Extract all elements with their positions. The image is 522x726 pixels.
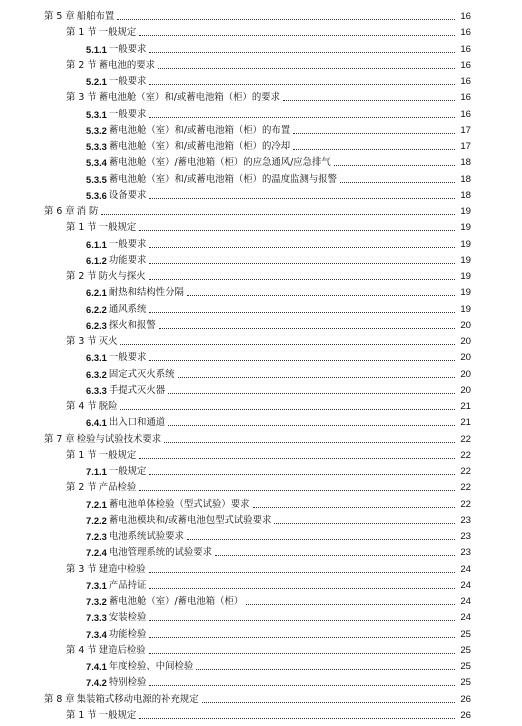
toc-entry-number: 7.2.4: [86, 547, 107, 559]
toc-entry-page: 19: [460, 303, 471, 315]
toc-entry-number: 第 3 节: [66, 336, 97, 347]
toc-leader-dots: [159, 328, 455, 329]
toc-entry-page: 22: [460, 482, 471, 494]
toc-entry[interactable]: [86, 317, 471, 331]
toc-entry-number: 5.3.5: [86, 173, 107, 185]
toc-leader-dots: [139, 230, 455, 231]
toc-entry-page: 18: [460, 189, 471, 201]
toc-entry[interactable]: [86, 382, 471, 396]
toc-entry-number: 第 1 节: [66, 449, 97, 461]
toc-entry-title: 船舶布置: [76, 11, 115, 22]
toc-entry[interactable]: [86, 463, 471, 477]
toc-entry-page: 22: [460, 498, 471, 510]
toc-leader-dots: [149, 572, 455, 573]
toc-entry-number: 5.3.1: [86, 108, 107, 120]
toc-entry-title: 功能要求: [108, 254, 147, 266]
toc-entry-number: 6.2.2: [86, 303, 107, 315]
toc-entry[interactable]: [86, 122, 471, 136]
toc-entry[interactable]: [86, 496, 471, 510]
toc-entry-page: 17: [460, 124, 471, 136]
toc-entry-number: 第 2 节: [66, 482, 97, 494]
toc-entry[interactable]: [44, 431, 471, 445]
toc-entry-title: 检验与试验技术要求: [76, 433, 162, 445]
toc-leader-dots: [253, 507, 456, 508]
toc-entry-number: 第 8 章: [44, 693, 75, 705]
toc-leader-dots: [164, 442, 455, 443]
toc-entry[interactable]: [86, 593, 471, 607]
toc-entry[interactable]: [44, 691, 471, 705]
toc-entry[interactable]: [86, 528, 471, 542]
toc-leader-dots: [139, 458, 455, 459]
toc-entry-title: 通风系统: [108, 303, 147, 315]
toc-entry-title: 产品检验: [98, 482, 137, 494]
toc-entry-title: 灭火: [98, 336, 118, 347]
toc-leader-dots: [149, 247, 455, 248]
toc-entry-title: 脱险: [98, 401, 118, 412]
toc-entry[interactable]: [86, 512, 471, 526]
toc-entry[interactable]: [86, 41, 471, 55]
toc-entry-number: 第 2 节: [66, 271, 97, 282]
toc-entry-page: 26: [460, 693, 471, 705]
toc-leader-dots: [202, 702, 455, 703]
toc-leader-dots: [139, 35, 455, 36]
toc-entry-page: 24: [460, 612, 471, 624]
toc-leader-dots: [215, 555, 455, 556]
toc-entry-number: 7.4.1: [86, 661, 107, 672]
toc-entry-page: 24: [460, 596, 471, 607]
toc-entry-title: 一般要求: [108, 352, 147, 364]
toc-entry-number: 7.4.2: [86, 677, 107, 689]
toc-entry[interactable]: [66, 398, 471, 412]
toc-entry-page: 20: [460, 336, 471, 347]
toc-entry-title: 年度检验、中间检验: [108, 661, 194, 672]
toc-entry[interactable]: [86, 674, 471, 688]
toc-entry-number: 第 4 节: [66, 644, 97, 656]
toc-entry[interactable]: [66, 24, 471, 38]
toc-entry-number: 7.2.1: [86, 498, 107, 510]
toc-entry[interactable]: [66, 333, 471, 347]
toc-entry-page: 16: [460, 76, 471, 87]
toc-entry-number: 5.3.2: [86, 124, 107, 136]
toc-entry[interactable]: [86, 154, 471, 168]
toc-entry[interactable]: [86, 171, 471, 185]
toc-entry-title: 一般规定: [98, 222, 137, 234]
toc-entry-page: 17: [460, 141, 471, 152]
toc-entry-title: 一般规定: [98, 449, 137, 461]
toc-entry-number: 6.3.3: [86, 384, 107, 396]
toc-entry-number: 第 1 节: [66, 27, 97, 39]
toc-entry-page: 26: [460, 709, 471, 721]
toc-entry-title: 耐热和结构性分隔: [108, 287, 184, 299]
toc-entry-page: 23: [460, 514, 471, 526]
toc-entry[interactable]: [86, 301, 471, 315]
toc-entry[interactable]: [66, 642, 471, 656]
toc-entry-page: 18: [460, 157, 471, 169]
toc-entry[interactable]: [86, 236, 471, 250]
toc-entry-title: 特别检验: [108, 677, 147, 689]
toc-entry[interactable]: [86, 187, 471, 201]
toc-entry-page: 22: [460, 449, 471, 461]
toc-entry[interactable]: [66, 561, 471, 575]
toc-entry-title: 电池系统试验要求: [108, 531, 184, 542]
toc-entry-page: 22: [460, 466, 471, 477]
toc-entry-number: 7.3.3: [86, 612, 107, 624]
toc-entry[interactable]: [66, 219, 471, 233]
toc-entry[interactable]: [86, 414, 471, 428]
toc-entry-title: 一般要求: [108, 76, 147, 87]
toc-entry-number: 6.2.1: [86, 287, 107, 299]
toc-entry-page: 20: [460, 368, 471, 380]
toc-leader-dots: [149, 637, 455, 638]
toc-leader-dots: [120, 409, 455, 410]
toc-entry-number: 6.3.1: [86, 352, 107, 364]
toc-entry[interactable]: [86, 138, 471, 152]
toc-entry-title: 一般要求: [108, 43, 147, 55]
toc-entry-title: 蓄电池舱（室）和/或蓄电池箱（柜）的要求: [98, 92, 280, 104]
toc-entry[interactable]: [86, 544, 471, 558]
toc-entry-title: 一般要求: [108, 108, 147, 120]
toc-entry[interactable]: [86, 284, 471, 298]
toc-leader-dots: [149, 52, 455, 53]
toc-entry[interactable]: [66, 268, 471, 282]
toc-leader-dots: [334, 165, 455, 166]
toc-entry[interactable]: [86, 626, 471, 640]
toc-entry-page: 16: [460, 27, 471, 39]
toc-entry-number: 7.2.3: [86, 531, 107, 542]
toc-leader-dots: [149, 653, 455, 654]
toc-leader-dots: [149, 198, 455, 199]
toc-entry-title: 固定式灭火系统: [108, 368, 175, 380]
toc-leader-dots: [293, 133, 455, 134]
toc-entry-title: 蓄电池舱（室）/蓄电池箱（柜）: [108, 596, 244, 607]
toc-leader-dots: [149, 685, 455, 686]
toc-entry-title: 一般要求: [108, 238, 147, 250]
toc-entry[interactable]: [86, 366, 471, 380]
toc-entry-page: 19: [460, 271, 471, 282]
toc-leader-dots: [158, 68, 455, 69]
toc-entry-number: 第 2 节: [66, 59, 97, 71]
toc-entry-title: 安装检验: [108, 612, 147, 624]
toc-entry-title: 手提式灭火器: [108, 384, 166, 396]
toc-leader-dots: [149, 312, 455, 313]
toc-entry[interactable]: [66, 57, 471, 71]
toc-entry-title: 蓄电池单体检验（型式试验）要求: [108, 498, 250, 510]
toc-entry-number: 7.3.2: [86, 596, 107, 607]
toc-entry[interactable]: [44, 8, 471, 22]
toc-entry-page: 24: [460, 563, 471, 575]
toc-leader-dots: [246, 604, 455, 605]
toc-leader-dots: [283, 100, 455, 101]
toc-leader-dots: [149, 84, 455, 85]
toc-entry-number: 7.2.2: [86, 514, 107, 526]
toc-entry-number: 第 3 节: [66, 563, 97, 575]
toc-leader-dots: [149, 360, 455, 361]
toc-entry-page: 22: [460, 433, 471, 445]
toc-entry-number: 6.2.3: [86, 319, 107, 331]
toc-entry-title: 蓄电池的要求: [98, 59, 155, 71]
toc-leader-dots: [187, 295, 455, 296]
toc-entry[interactable]: [86, 73, 471, 87]
toc-entry-number: 第 5 章: [44, 11, 75, 22]
toc-entry-page: 19: [460, 222, 471, 234]
toc-entry[interactable]: [66, 479, 471, 493]
toc-leader-dots: [187, 539, 455, 540]
toc-entry-number: 5.3.3: [86, 141, 107, 152]
toc-entry-number: 5.2.1: [86, 76, 107, 87]
toc-leader-dots: [196, 669, 455, 670]
toc-leader-dots: [149, 263, 455, 264]
toc-entry[interactable]: [86, 106, 471, 120]
toc-entry-title: 功能检验: [108, 628, 147, 640]
toc-entry-number: 6.1.2: [86, 254, 107, 266]
toc-leader-dots: [149, 117, 455, 118]
toc-entry-title: 蓄电池舱（室）/蓄电池箱（柜）的应急通风/应急排气: [108, 157, 331, 169]
toc-entry-title: 蓄电池舱（室）和/或蓄电池箱（柜）的布置: [108, 124, 291, 136]
toc-leader-dots: [117, 19, 455, 20]
toc-entry-title: 设备要求: [108, 189, 147, 201]
toc-entry-title: 蓄电池舱（室）和/或蓄电池箱（柜）的冷却: [108, 141, 291, 152]
toc-entry-page: 16: [460, 59, 471, 71]
toc-entry-title: 一般规定: [108, 466, 147, 477]
toc-entry-title: 出入口和通道: [108, 417, 166, 429]
toc-entry-number: 第 1 节: [66, 222, 97, 234]
toc-entry[interactable]: [66, 89, 471, 103]
toc-entry-number: 6.4.1: [86, 417, 107, 429]
toc-entry-page: 19: [460, 254, 471, 266]
toc-entry-title: 蓄电池模块和/或蓄电池包型式试验要求: [108, 514, 272, 526]
toc-entry-page: 21: [460, 417, 471, 429]
toc-entry-title: 建造中检验: [98, 563, 146, 575]
toc-leader-dots: [168, 425, 455, 426]
toc-entry-page: 20: [460, 384, 471, 396]
toc-entry[interactable]: [86, 658, 471, 672]
toc-entry-number: 7.3.4: [86, 628, 107, 640]
toc-entry-title: 一般规定: [98, 709, 137, 721]
toc-entry-number: 7.3.1: [86, 579, 107, 591]
toc-leader-dots: [149, 620, 455, 621]
toc-entry[interactable]: [86, 349, 471, 363]
toc-entry-page: 25: [460, 644, 471, 656]
toc-entry-page: 24: [460, 579, 471, 591]
toc-leader-dots: [101, 214, 455, 215]
toc-entry-page: 20: [460, 352, 471, 364]
toc-entry-page: 20: [460, 319, 471, 331]
toc-leader-dots: [149, 474, 455, 475]
toc-leader-dots: [274, 523, 455, 524]
toc-entry-page: 18: [460, 173, 471, 185]
toc-entry-number: 5.1.1: [86, 43, 107, 55]
toc-entry-page: 16: [460, 11, 471, 22]
toc-entry-title: 电池管理系统的试验要求: [108, 547, 212, 559]
toc-leader-dots: [168, 393, 455, 394]
toc-entry-number: 第 3 节: [66, 92, 97, 104]
toc-entry-title: 防火与探火: [98, 271, 146, 282]
toc-entry-page: 23: [460, 547, 471, 559]
toc-leader-dots: [139, 718, 455, 719]
toc-entry-page: 19: [460, 206, 471, 217]
toc-entry[interactable]: [66, 447, 471, 461]
toc-entry[interactable]: [44, 203, 471, 217]
toc-entry-number: 第 4 节: [66, 401, 97, 412]
toc-entry-number: 第 6 章: [44, 206, 75, 217]
toc-entry-title: 蓄电池舱（室）和/或蓄电池箱（柜）的温度监测与报警: [108, 173, 338, 185]
toc-entry-title: 建造后检验: [98, 644, 146, 656]
toc-entry-page: 25: [460, 628, 471, 640]
toc-entry-number: 7.1.1: [86, 466, 107, 477]
toc-entry-title: 产品持证: [108, 579, 147, 591]
toc-entry[interactable]: [86, 577, 471, 591]
toc-entry-title: 集装箱式移动电源的补充规定: [76, 693, 199, 705]
toc-leader-dots: [139, 490, 455, 491]
toc-entry-page: 21: [460, 401, 471, 412]
toc-entry[interactable]: [86, 609, 471, 623]
toc-leader-dots: [120, 344, 455, 345]
toc-entry-page: 25: [460, 661, 471, 672]
toc-entry[interactable]: [86, 252, 471, 266]
toc-entry-page: 19: [460, 287, 471, 299]
toc-leader-dots: [293, 149, 455, 150]
toc-leader-dots: [149, 588, 455, 589]
toc-entry-page: 16: [460, 108, 471, 120]
toc-entry-page: 23: [460, 531, 471, 542]
toc-entry-title: 一般规定: [98, 27, 137, 39]
toc-entry[interactable]: [66, 707, 471, 721]
toc-entry-page: 16: [460, 43, 471, 55]
toc-entry-number: 6.1.1: [86, 238, 107, 250]
toc-leader-dots: [149, 279, 455, 280]
toc-leader-dots: [340, 182, 455, 183]
toc-entry-page: 25: [460, 677, 471, 689]
toc-entry-number: 5.3.4: [86, 157, 107, 169]
toc-leader-dots: [178, 377, 456, 378]
toc-entry-page: 16: [460, 92, 471, 104]
toc-entry-number: 第 7 章: [44, 433, 75, 445]
toc-entry-title: 探火和报警: [108, 319, 156, 331]
toc-entry-title: 消 防: [76, 206, 99, 217]
toc-entry-number: 第 1 节: [66, 709, 97, 721]
toc-entry-number: 5.3.6: [86, 189, 107, 201]
toc-entry-page: 19: [460, 238, 471, 250]
toc-entry-number: 6.3.2: [86, 368, 107, 380]
